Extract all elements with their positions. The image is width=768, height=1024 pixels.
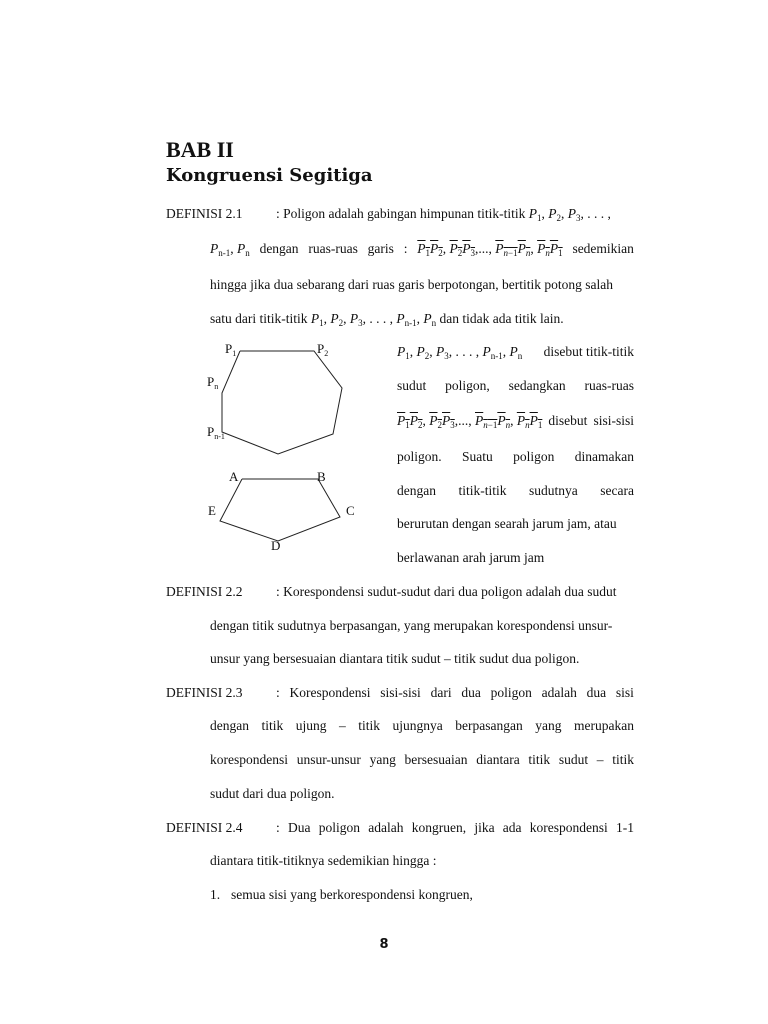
word: dinamakan: [574, 449, 634, 464]
word: diantara: [476, 752, 520, 767]
word: :: [276, 685, 280, 700]
label-p2: $P_2$: [317, 341, 329, 358]
word: Dua: [288, 820, 311, 835]
word: dari: [430, 685, 452, 700]
label-e: E: [208, 503, 216, 518]
def23-line2: [210, 718, 634, 734]
side-line2: [397, 378, 634, 394]
word: yang: [369, 752, 396, 767]
word: sedangkan: [508, 378, 566, 393]
def24-item1-number: 1.: [210, 887, 221, 902]
def23-line3: [210, 752, 634, 768]
def21-line1-points: $P_1$, $P_2$, $P_3$, . . . ,: [528, 206, 611, 223]
word: Korespondensi: [289, 685, 371, 700]
word: sudut: [558, 752, 589, 767]
word: dua: [461, 685, 481, 700]
def24-line2: diantara titik-titiknya sedemikian hingga :: [210, 853, 437, 868]
def22-line2: dengan titik sudutnya berpasangan, yang merupakan korespondensi unsur-: [210, 618, 613, 633]
word: ujungnya: [392, 718, 443, 733]
word: :: [403, 241, 408, 256]
word: jika: [474, 820, 495, 835]
label-pn: $P_n$: [207, 374, 219, 391]
label-a: A: [229, 469, 239, 484]
word: :: [276, 820, 280, 835]
word: merupakan: [574, 718, 634, 733]
def22-label: DEFINISI 2.2: [166, 584, 243, 599]
word: poligon.: [397, 449, 442, 464]
def23-line1: [276, 685, 634, 701]
word: –: [596, 752, 604, 767]
pentagon-outline: [220, 479, 340, 541]
word: 1-1: [616, 820, 634, 835]
word: sisi-sisi: [380, 685, 421, 700]
word: titik: [612, 752, 634, 767]
word: ruas-ruas: [308, 241, 358, 256]
def24-label: DEFINISI 2.4: [166, 820, 243, 835]
word: korespondensi: [210, 752, 288, 767]
word: poligon,: [445, 378, 490, 393]
word: sisi: [615, 685, 634, 700]
word: unsur-unsur: [296, 752, 361, 767]
polygon-outline: [222, 351, 342, 454]
word: titik: [528, 752, 551, 767]
side-line7: berlawanan arah jarum jam: [397, 550, 545, 565]
def23-line4: sudut dari dua poligon.: [210, 786, 335, 801]
word: ada: [502, 820, 522, 835]
def21-line1: : Poligon adalah gabingan himpunan titik-titik $P_1$, $P_2$, $P_3$, . . . ,: [276, 206, 611, 223]
word: disebut titik-titik: [543, 344, 634, 359]
word: disebut: [548, 413, 588, 428]
word: ruas-ruas: [584, 378, 634, 393]
word: ujung: [295, 718, 327, 733]
word: dengan: [259, 241, 299, 256]
def21-label: DEFINISI 2.1: [166, 206, 243, 221]
word: berpasangan: [455, 718, 523, 733]
def23-label: DEFINISI 2.3: [166, 685, 243, 700]
word: titik-titik: [458, 483, 507, 498]
word: –: [339, 718, 346, 733]
label-d: D: [271, 538, 281, 553]
def24-item1: semua sisi yang berkorespondensi kongruen,: [231, 887, 473, 902]
word: dengan: [397, 483, 436, 498]
word: poligon: [318, 820, 360, 835]
side-line4: [397, 449, 634, 465]
page-number: 8: [379, 937, 389, 952]
word: dengan: [210, 718, 249, 733]
word: korespondensi: [529, 820, 608, 835]
def21-segments: $P_1P_2$, $P_2P_3$,..., $P_{n-1}P_n$, $P_nP_1$: [417, 241, 563, 258]
def22-line3: unsur yang bersesuaian diantara titik sudut – titik sudut dua poligon.: [210, 651, 580, 666]
word: secara: [600, 483, 634, 498]
def21-line4: satu dari titik-titik $P_1$, $P_2$, $P_3$, . . . , $P_{n-1}$, $P_n$ dan tidak ada titik lain.: [210, 311, 564, 328]
word: poligon: [490, 685, 532, 700]
side-line5: [397, 483, 634, 499]
word: titik: [261, 718, 284, 733]
word: adalah: [541, 685, 577, 700]
chapter-title: Kongruensi Segitiga: [166, 165, 373, 186]
word: bersesuaian: [404, 752, 468, 767]
word: sudut: [397, 378, 427, 393]
label-b: B: [317, 469, 326, 484]
side-segments: $P_1P_2$, $P_2P_3$,..., $P_{n-1}P_n$, $P_nP_1$: [397, 413, 543, 430]
def24-line1: [276, 820, 634, 836]
word: kongruen,: [411, 820, 467, 835]
word: titik: [358, 718, 381, 733]
word: dua: [586, 685, 607, 700]
word: poligon: [513, 449, 555, 464]
chapter-heading: BAB II: [166, 137, 234, 162]
word: Suatu: [462, 449, 493, 464]
side-line1: [397, 344, 634, 360]
label-p1: $P_1$: [225, 341, 237, 358]
label-pn-1: $P_{n-1}$: [207, 424, 225, 441]
word: adalah: [368, 820, 404, 835]
word: sedemikian: [572, 241, 634, 256]
side-line3: [397, 413, 634, 429]
word: sisi-sisi: [593, 413, 634, 428]
side-points: $P_1$, $P_2$, $P_3$, . . . , $P_{n-1}$, $P_n$: [397, 344, 523, 361]
def21-line4-points: $P_1$, $P_2$, $P_3$, . . . , $P_{n-1}$, $P_n$: [310, 311, 437, 328]
label-c: C: [346, 503, 355, 518]
def21-line2: [210, 241, 634, 257]
def21-line2-lead: $P_{n-1}$, $P_n$: [210, 241, 250, 258]
word: garis: [367, 241, 394, 256]
word: sudutnya: [529, 483, 578, 498]
side-line6: berurutan dengan searah jarum jam, atau: [397, 516, 617, 531]
def22-line1: : Korespondensi sudut-sudut dari dua poligon adalah dua sudut: [276, 584, 617, 599]
word: yang: [535, 718, 562, 733]
def21-line3: hingga jika dua sebarang dari ruas garis berpotongan, bertitik potong salah: [210, 277, 614, 292]
